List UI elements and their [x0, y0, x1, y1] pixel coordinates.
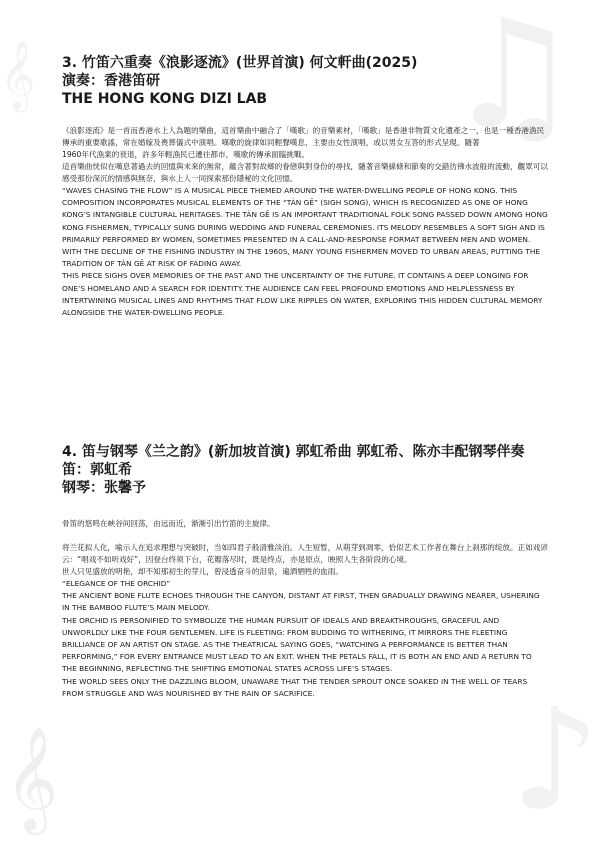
english-paragraph: THE ANCIENT BONE FLUTE ECHOES THROUGH THE CANYON, DISTANT AT FIRST, THEN GRADUALLY DRAWING NEARER, USHERING IN THE BAMBOO FLUTE’S MAIN MELODY. [62, 591, 540, 613]
section-4-heading [62, 443, 548, 497]
piece-title: 4. 笛与钢琴《兰之韵》(新加坡首演) 郭虹希曲 郭虹希、陈亦丰配钢琴伴奏 [62, 444, 525, 460]
music-note-watermark: ♫ [445, 0, 580, 162]
chinese-paragraph: 《浪影逐流》是一首而香港水上人為題的樂曲，這首樂曲中融合了「嘆歌」的音樂素材，「嘆歌」是香港非物質文化遺產之一，也是一種香港漁民傳承的重要歌謠，常在婚嫁及喪葬儀式中演唱。嘆歌的旋律如同輕聲嘆息，主要由女性演唱，或以男女互答的形式呈現。隨著 [62, 126, 545, 147]
flute-performer: 笛：郭虹希 [62, 462, 132, 478]
performer-line: 演奏：香港笛研 [62, 73, 160, 89]
chinese-paragraph: 将兰花拟人化，喻示人在追求理想与突破时，当如四君子般清雅淡泊。人生短暂，从萌芽到凋零，恰似艺术工作者在舞台上刹那的绽放。正如戏谚云：“唱戏不如听戏好”，因登台终须下台，花瓣落尽时，既是终点，亦是原点，映照人生各阶段的心境。 [62, 543, 548, 564]
music-note-watermark-bottom: ♪ [510, 679, 600, 842]
chinese-paragraph: 骨笛的悠鸣在峡谷间回荡，由远而近，渐渐引出竹笛的主旋律。 [62, 519, 275, 528]
english-paragraph: WITH THE DECLINE OF THE FISHING INDUSTRY IN THE 1960S, MANY YOUNG FISHERMEN MOVED TO URBAN AREAS, PUTTING THE TRADITION OF TÀN GĒ AT RISK OF FADING AWAY. [62, 247, 541, 269]
section-4-notes [62, 518, 548, 700]
section-3-heading [62, 54, 548, 108]
chinese-paragraph: 這首樂曲恍似在嘆息著過去的回憶與未來的無常，蘊含著對故鄉的眷戀與對身份的尋找，隨著音樂線條和節奏的交錯彷彿水波般的流動，觀眾可以感受那份深沉的情感與無奈，與水上人一同探索那份隱秘的文化回憶。 [62, 162, 548, 183]
chinese-paragraph: 1960年代漁業的衰退，許多年輕漁民已遷往都市，嘆歌的傳承面臨挑戰。 [62, 150, 310, 159]
treble-clef-watermark: 𝄞 [0, 40, 36, 110]
piece-title: 3. 竹笛六重奏《浪影逐流》(世界首演) 何文軒曲(2025) [62, 55, 418, 71]
section-3-notes [62, 125, 548, 319]
english-paragraph: THIS PIECE SIGHS OVER MEMORIES OF THE PAST AND THE UNCERTAINTY OF THE FUTURE. IT CONTAINS A DEEP LONGING FOR ONE’S HOMELAND AND A SEARCH FOR IDENTITY. THE AUDIENCE CAN FEEL PROFOUND EMOTIONS AND HELPLESSNESS BY INTERTWINING MUSICAL LINES AND RHYTHMS THAT FLOW LIKE RIPPLES ON WATER, EXPLORING THIS HIDDEN CULTURAL MEMORY ALONGSIDE THE WATER-DWELLING PEOPLE. [62, 271, 543, 318]
ensemble-name: THE HONG KONG DIZI LAB [62, 91, 268, 107]
english-paragraph: THE WORLD SEES ONLY THE DAZZLING BLOOM, UNAWARE THAT THE TENDER SPROUT ONCE SOAKED IN THE WELL OF TEARS FROM STRUGGLE AND WAS NOURISHED BY THE RAIN OF SACRIFICE. [62, 676, 528, 698]
chinese-paragraph: 世人只见盛放的明艳，却不知那初生的芽儿，曾浸透奋斗的泪泉，遍洒牺牲的血雨。 [62, 567, 343, 576]
piano-performer: 钢琴：张馨予 [62, 480, 146, 496]
english-paragraph: THE ORCHID IS PERSONIFIED TO SYMBOLIZE THE HUMAN PURSUIT OF IDEALS AND BREAKTHROUGHS, GRACEFUL AND UNWORLDLY LIKE THE FOUR GENTLEMEN. LIFE IS FLEETING: FROM BUDDING TO WITHERING, IT MIRRORS THE FLEETING BRILLIANCE OF AN ARTIST ON STAGE. AS THE THEATRICAL SAYING GOES, “WATCHING A PERFORMANCE IS BETTER THAN PERFORMING,” FOR EVERY ENTRANCE MUST LEAD TO AN EXIT. WHEN THE PETALS FALL, IT IS BOTH AN END AND A RETURN TO THE BEGINNING, REFLECTING THE SHIFTING EMOTIONAL STATES ACROSS LIFE’S STAGES. [62, 615, 532, 674]
treble-clef-watermark-bottom: 𝄞 [5, 726, 59, 831]
english-title: “ELEGANCE OF THE ORCHID” [62, 579, 171, 588]
english-paragraph: “WAVES CHASING THE FLOW” IS A MUSICAL PIECE THEMED AROUND THE WATER-DWELLING PEOPLE OF HONG KONG. THIS COMPOSITION INCORPORATES MUSICAL ELEMENTS OF THE “TÀN GĒ” (SIGH SONG), WHICH IS RECOGNIZED AS ONE OF HONG KONG’S INTANGIBLE CULTURAL HERITAGES. THE TÀN GĒ IS AN IMPORTANT TRADITIONAL FOLK SONG PASSED DOWN AMONG HONG KONG FISHERMEN, TYPICALLY SUNG DURING WEDDING AND FUNERAL CEREMONIES. ITS MELODY RESEMBLES A SOFT SIGH AND IS PRIMARILY PERFORMED BY WOMEN, SOMETIMES PRESENTED IN A CALL-AND-RESPONSE FORMAT BETWEEN MEN AND WOMEN. [62, 186, 548, 244]
